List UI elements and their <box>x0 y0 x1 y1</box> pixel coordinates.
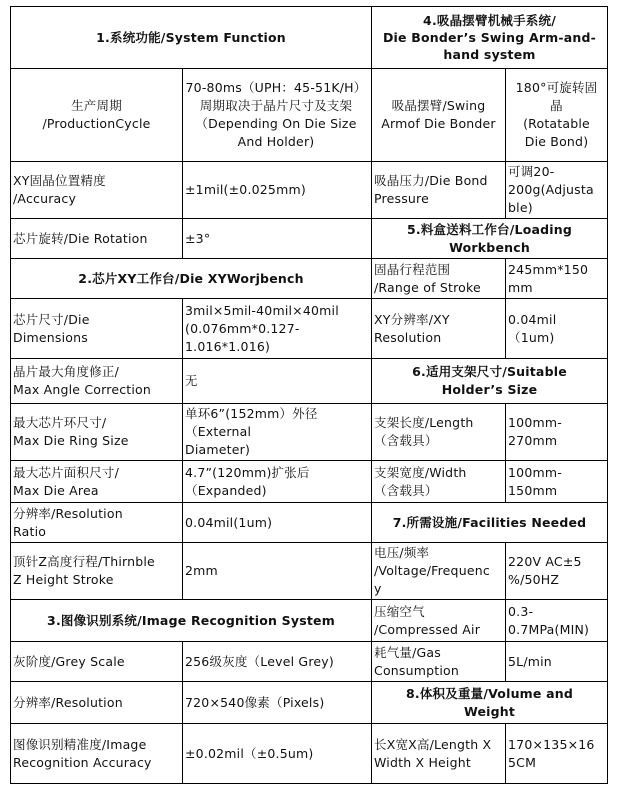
grey-scale-label: 灰阶度/Grey Scale <box>11 642 183 682</box>
max-angle-value: 无 <box>183 359 372 404</box>
die-rotation-value: ±3° <box>183 219 372 259</box>
dimensions-value: 170×135×16 5CM <box>506 724 608 784</box>
resolution-ratio-value: 0.04mil(1um) <box>183 503 372 543</box>
thimble-stroke-label: 顶针Z高度行程/Thirnble Z Height Stroke <box>11 543 183 600</box>
voltage-value: 220V AC±5 %/50HZ <box>506 543 608 600</box>
xy-accuracy-label: XY固晶位置精度 /Accuracy <box>11 162 183 219</box>
section-title-facilities: 7.所需设施/Facilities Needed <box>372 503 608 543</box>
grey-scale-value: 256级灰度（Level Grey) <box>183 642 372 682</box>
resolution-ratio-label: 分辨率/Resolution Ratio <box>11 503 183 543</box>
max-area-value: 4.7”(120mm)扩张后 （Expanded) <box>183 461 372 503</box>
section-title-loading-workbench: 5.料盒送料工作台/Loading Workbench <box>372 219 608 259</box>
swing-arm-label: 吸晶摆臂/Swing Armof Die Bonder <box>372 69 506 162</box>
compressed-air-label: 压缩空气 /Compressed Air <box>372 600 506 642</box>
section-title-swing-arm: 4.吸晶摆臂机械手系统/ Die Bonder’s Swing Arm-and- hand system <box>372 7 608 69</box>
production-cycle-value: 70-80ms（UPH：45-51K/H） 周期取决于晶片尺寸及支架 （Depending On Die Size And Holder) <box>183 69 372 162</box>
recognition-accuracy-value: ±0.02mil（±0.5um) <box>183 724 372 784</box>
section-title-die-xy-workbench: 2.芯片XY工作台/Die XYWorjbench <box>11 259 372 299</box>
holder-length-label: 支架长度/Length （含载具） <box>372 404 506 461</box>
recognition-accuracy-label: 图像识别精准度/Image Recognition Accuracy <box>11 724 183 784</box>
xy-resolution-label: XY分辨率/XY Resolution <box>372 299 506 359</box>
xy-accuracy-value: ±1mil(±0.025mm) <box>183 162 372 219</box>
max-ring-label: 最大芯片环尺寸/ Max Die Ring Size <box>11 404 183 461</box>
section-title-system-function: 1.系统功能/System Function <box>11 7 372 69</box>
stroke-range-label: 固晶行程范围 /Range of Stroke <box>372 259 506 299</box>
max-angle-label: 晶片最大角度修正/ Max Angle Correction <box>11 359 183 404</box>
image-resolution-label: 分辨率/Resolution <box>11 682 183 724</box>
holder-length-value: 100mm- 270mm <box>506 404 608 461</box>
image-resolution-value: 720×540像素（Pixels) <box>183 682 372 724</box>
thimble-stroke-value: 2mm <box>183 543 372 600</box>
bond-pressure-label: 吸晶压力/Die Bond Pressure <box>372 162 506 219</box>
holder-width-value: 100mm- 150mm <box>506 461 608 503</box>
gas-consumption-value: 5L/min <box>506 642 608 682</box>
section-title-volume-weight: 8.体积及重量/Volume and Weight <box>372 682 608 724</box>
xy-resolution-value: 0.04mil （1um) <box>506 299 608 359</box>
die-rotation-label: 芯片旋转/Die Rotation <box>11 219 183 259</box>
production-cycle-label: 生产周期 /ProductionCycle <box>11 69 183 162</box>
section-title-holder-size: 6.适用支架尺寸/Suitable Holder’s Size <box>372 359 608 404</box>
max-area-label: 最大芯片面积尺寸/ Max Die Area <box>11 461 183 503</box>
voltage-label: 电压/频率 /Voltage/Frequenc y <box>372 543 506 600</box>
swing-arm-value: 180°可旋转固 晶 (Rotatable Die Bond) <box>506 69 608 162</box>
gas-consumption-label: 耗气量/Gas Consumption <box>372 642 506 682</box>
stroke-range-value: 245mm*150 mm <box>506 259 608 299</box>
die-dimensions-value: 3mil×5mil-40mil×40mil (0.076mm*0.127- 1.016*1.016) <box>183 299 372 359</box>
bond-pressure-value: 可调20- 200g(Adjusta ble) <box>506 162 608 219</box>
spec-table <box>10 6 608 784</box>
compressed-air-value: 0.3- 0.7MPa(MIN) <box>506 600 608 642</box>
holder-width-label: 支架宽度/Width （含载具） <box>372 461 506 503</box>
dimensions-label: 长X宽X高/Length X Width X Height <box>372 724 506 784</box>
max-ring-value: 单环6”(152mm）外径 （External Diameter) <box>183 404 372 461</box>
section-title-image-recognition: 3.图像识别系统/Image Recognition System <box>11 600 372 642</box>
die-dimensions-label: 芯片尺寸/Die Dimensions <box>11 299 183 359</box>
